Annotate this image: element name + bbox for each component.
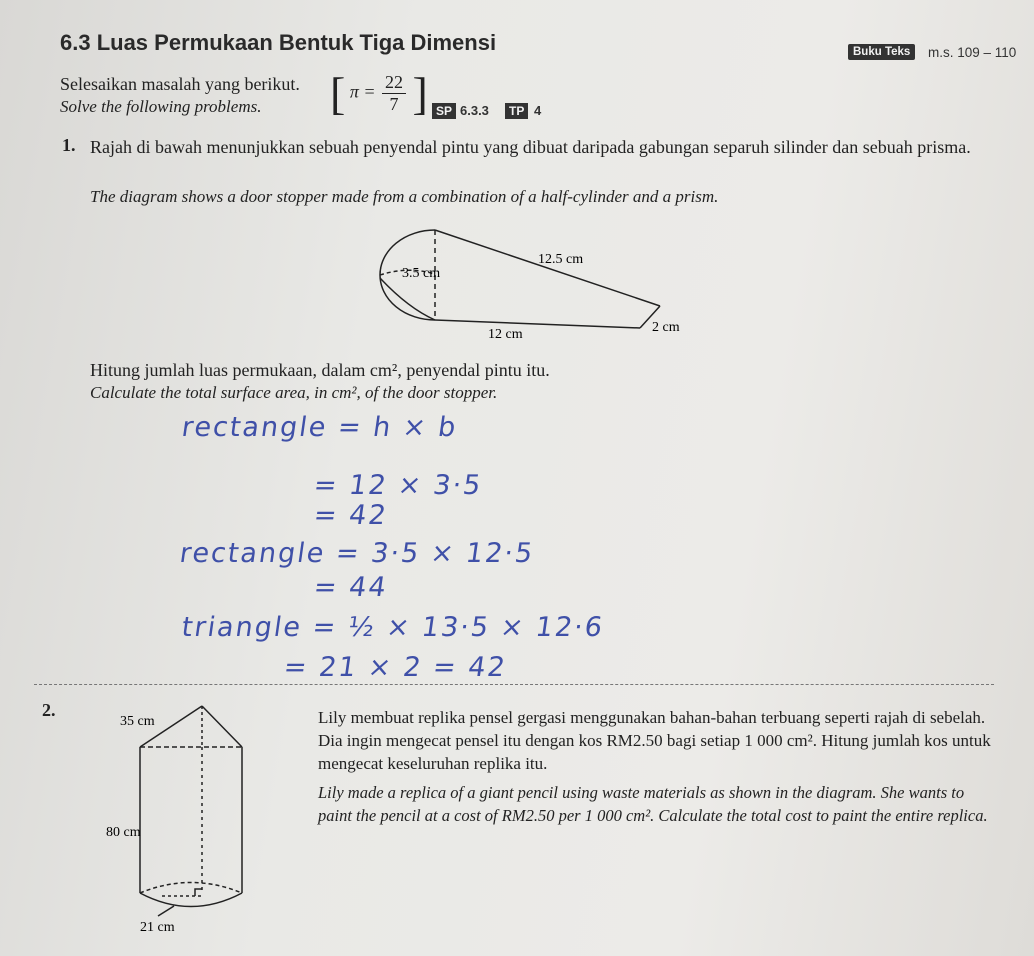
pi-numerator: 22	[382, 72, 406, 94]
label-slant: 12.5 cm	[538, 252, 584, 267]
label-cone: 35 cm	[120, 714, 155, 729]
cylinder-bottom-front	[140, 893, 242, 907]
prism-bottom-edge	[435, 320, 640, 328]
pencil-diagram	[100, 700, 260, 940]
handwriting-line-4: rectangle = 3·5 × 12·5	[177, 538, 537, 569]
tp-value: 4	[534, 103, 542, 118]
pi-prefix: π =	[349, 81, 376, 102]
handwriting-line-6: triangle = ½ × 13·5 × 12·6	[179, 612, 607, 643]
question-1-text-malay: Rajah di bawah menunjukkan sebuah penyendal pintu yang dibuat daripada gabungan separuh silinder dan sebuah prisma.	[90, 137, 971, 157]
pi-denominator: 7	[389, 94, 399, 114]
label-height: 3.5 cm	[402, 266, 441, 281]
question-2-number: 2.	[42, 700, 56, 720]
sp-value: 6.3.3	[460, 103, 489, 118]
section-divider	[34, 684, 994, 685]
pi-fraction	[382, 72, 406, 115]
question-1-ask-malay: Hitung jumlah luas permukaan, dalam cm², penyendal pintu itu.	[90, 360, 550, 380]
instruction-malay: Selesaikan masalah yang berikut.	[60, 74, 300, 94]
label-width: 2 cm	[652, 320, 680, 335]
question-1-text-english: The diagram shows a door stopper made from a combination of a half-cylinder and a prism.	[90, 187, 719, 206]
diameter-pointer	[158, 906, 174, 916]
handwriting-line-3: = 42	[311, 500, 390, 531]
textbook-badge: Buku Teks	[848, 44, 915, 60]
tp-badge: TP	[505, 103, 528, 119]
pi-value-box: [ π = $\frac{22}{7}$ ]	[330, 67, 428, 119]
instruction-english: Solve the following problems.	[60, 97, 262, 116]
handwriting-line-5: = 44	[311, 572, 390, 603]
cylinder-bottom-back	[140, 883, 242, 894]
question-2-text-english: Lily made a replica of a giant pencil using waste materials as shown in the diagram. She wants to paint the pencil at a cost of RM2.50 per 1 000 cm². Calculate the total cost to paint the entire replica.	[318, 783, 988, 825]
question-1-ask-english: Calculate the total surface area, in cm², of the door stopper.	[90, 383, 498, 402]
door-stopper-diagram	[360, 222, 690, 347]
textbook-pages: m.s. 109 – 110	[928, 45, 1017, 60]
question-1-number: 1.	[62, 135, 76, 155]
label-cylinder-height: 80 cm	[106, 825, 141, 840]
prism-slant-edge	[435, 230, 660, 306]
section-title: 6.3 Luas Permukaan Bentuk Tiga Dimensi	[60, 30, 497, 55]
handwriting-line-1: rectangle = h × b	[179, 412, 460, 443]
handwriting-line-7: = 21 × 2 = 42	[281, 652, 509, 683]
cone-right-edge	[202, 706, 242, 747]
right-angle-mark	[195, 889, 202, 896]
sp-badge: SP	[432, 103, 456, 119]
handwriting-line-2: = 12 × 3·5	[311, 470, 485, 501]
label-diameter: 21 cm	[140, 920, 175, 935]
label-length: 12 cm	[488, 327, 523, 342]
question-2-text-malay: Lily membuat replika pensel gergasi menggunakan bahan-bahan terbuang seperti rajah di sebelah. Dia ingin mengecat pensel itu dengan kos RM2.50 bagi setiap 1 000 cm². Hitung jumlah kos untuk mengecat keseluruhan replika itu.	[318, 708, 991, 773]
